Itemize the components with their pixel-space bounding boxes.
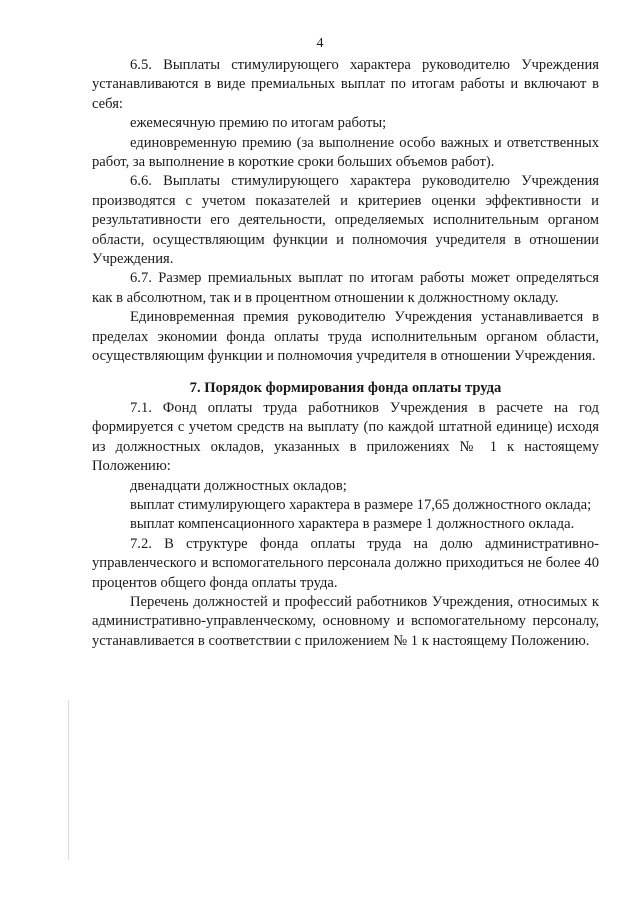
paragraph-7-1: 7.1. Фонд оплаты труда работников Учреждения в расчете на год формируется с учетом средств на выплату (по каждой штатной единице) исходя из должностных окладов, указанных в приложениях № 1 к настоящему Положению: xyxy=(92,399,599,475)
page-number: 4 xyxy=(316,36,324,51)
paragraph-staff-list: Перечень должностей и профессий работников Учреждения, относимых к административно-управленческому, основному и вспомогательному персоналу, устанавливается в соответствии с приложением № 1 к настоящему Положению. xyxy=(92,593,599,649)
paragraph-7-2: 7.2. В структуре фонда оплаты труда на долю административно-управленческого и вспомогательного персонала должно приходиться не более 40 процентов общего фонда оплаты труда. xyxy=(92,535,599,591)
list-item-compensation-payments: выплат компенсационного характера в размере 1 должностного оклада. xyxy=(130,516,575,533)
list-item-monthly-bonus: ежемесячную премию по итогам работы; xyxy=(130,115,387,132)
list-item-stimulating-payments: выплат стимулирующего характера в размере 17,65 должностного оклада; xyxy=(130,496,592,513)
paragraph-6-7: 6.7. Размер премиальных выплат по итогам работы может определяться как в абсолютном, так и в процентном отношении к должностному окладу. xyxy=(92,270,599,306)
paragraph-6-6: 6.6. Выплаты стимулирующего характера руководителю Учреждения производятся с учетом показателей и критериев оценки эффективности и результативности его деятельности, определяемых исполнительным органом области, осуществляющим функции и полномочия учредителя в отношении Учреждения. xyxy=(92,173,599,268)
paragraph-6-5: 6.5. Выплаты стимулирующего характера руководителю Учреждения устанавливаются в виде премиальных выплат по итогам работы и включают в себя: xyxy=(92,57,599,112)
section-7-heading: 7. Порядок формирования фонда оплаты труда xyxy=(189,379,502,396)
list-item-one-time-bonus: единовременную премию (за выполнение особо важных и ответственных работ, за выполнение в короткие сроки больших объемов работ). xyxy=(92,134,599,171)
paragraph-one-time-bonus: Единовременная премия руководителю Учреждения устанавливается в пределах экономии фонда оплаты труда исполнительным органом области, осуществляющим функции и полномочия учредителя в отношении Учреждения. xyxy=(92,309,599,365)
scan-margin-line xyxy=(68,700,69,860)
document-body xyxy=(92,56,599,651)
list-item-twelve-salaries: двенадцати должностных окладов; xyxy=(130,477,347,494)
